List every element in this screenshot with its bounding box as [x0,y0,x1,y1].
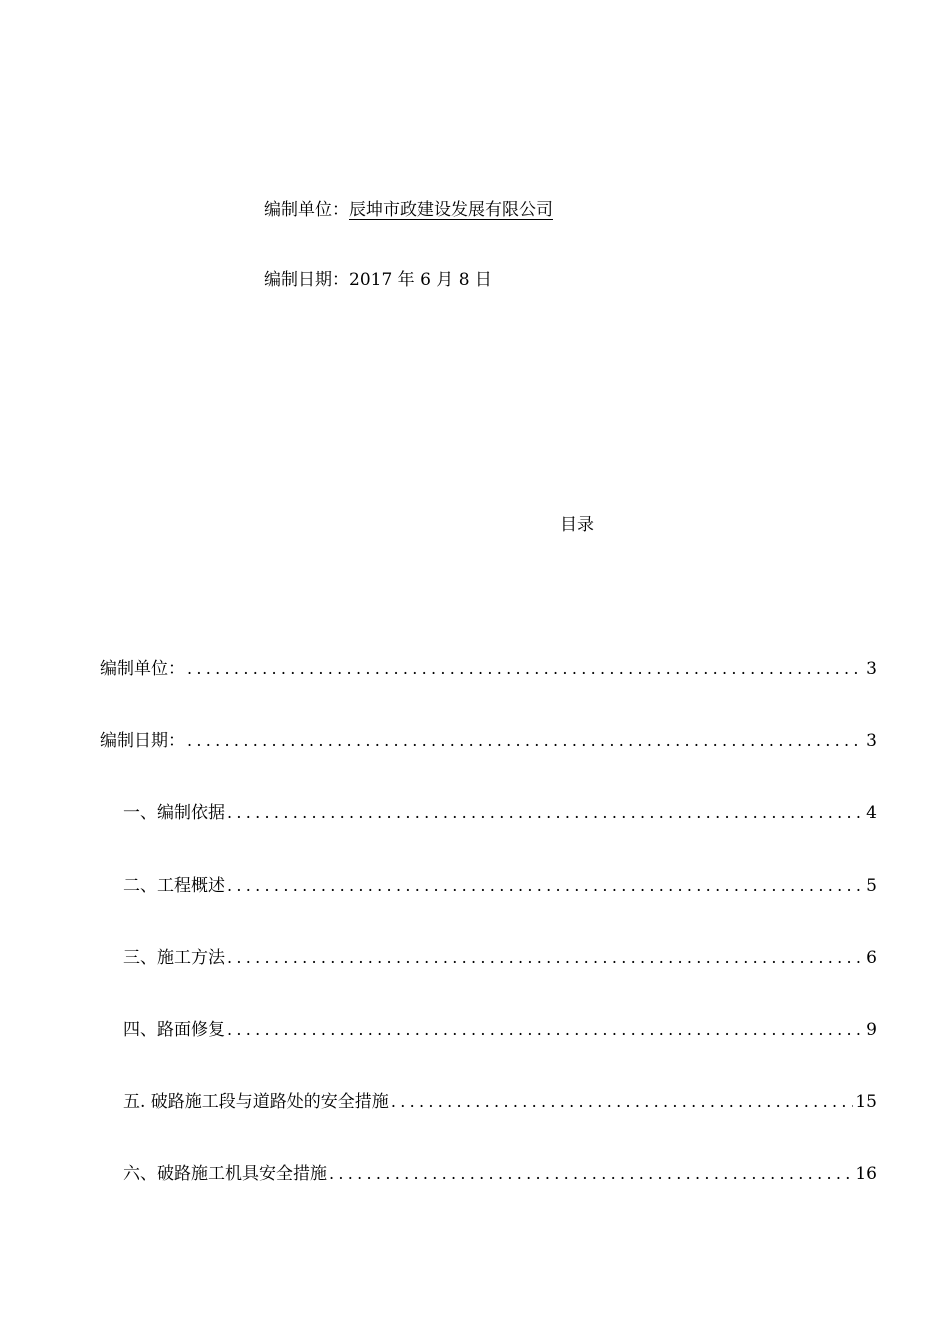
toc-entry-compiling-unit[interactable] [100,657,877,681]
toc-entry-section-4[interactable] [123,1018,877,1042]
compiling-date-label: 编制日期： [264,270,349,290]
toc-entry-text: 编制日期： [100,731,185,751]
compiling-date-line [264,268,492,292]
toc-entry-text: 三、施工方法 [123,948,225,968]
toc-page-number: 3 [866,659,877,679]
toc-entry-text: 五. 破路施工段与道路处的安全措施 [123,1092,389,1112]
compiling-unit-line [264,198,553,222]
toc-dot-leader [227,1018,864,1042]
toc-entry-text: 六、破路施工机具安全措施 [123,1164,327,1184]
toc-dot-leader [227,801,864,825]
toc-entry-section-1[interactable] [123,801,877,825]
toc-entry-section-6[interactable] [123,1162,877,1186]
compiling-unit-label: 编制单位： [264,200,349,220]
toc-entry-section-2[interactable] [123,874,877,898]
toc-dot-leader [187,729,864,753]
toc-entry-text: 二、工程概述 [123,876,225,896]
toc-dot-leader [187,657,864,681]
toc-title: 目录 [560,515,594,535]
toc-page-number: 15 [855,1092,877,1112]
toc-entry-section-3[interactable] [123,946,877,970]
toc-page-number: 4 [866,803,877,823]
toc-dot-leader [329,1162,853,1186]
compiling-date-value: 2017 年 6 月 8 日 [349,270,492,290]
compiling-unit-value: 辰坤市政建设发展有限公司 [349,200,553,220]
toc-page-number: 16 [855,1164,877,1184]
toc-dot-leader [227,874,864,898]
toc-entry-text: 一、编制依据 [123,803,225,823]
toc-page-number: 9 [866,1020,877,1040]
toc-entry-text: 编制单位： [100,659,185,679]
toc-page-number: 3 [866,731,877,751]
toc-entry-text: 四、路面修复 [123,1020,225,1040]
toc-page-number: 6 [866,948,877,968]
toc-dot-leader [227,946,864,970]
toc-entry-compiling-date[interactable] [100,729,877,753]
toc-page-number: 5 [866,876,877,896]
toc-entry-section-5[interactable] [123,1090,877,1114]
toc-dot-leader [391,1090,854,1114]
